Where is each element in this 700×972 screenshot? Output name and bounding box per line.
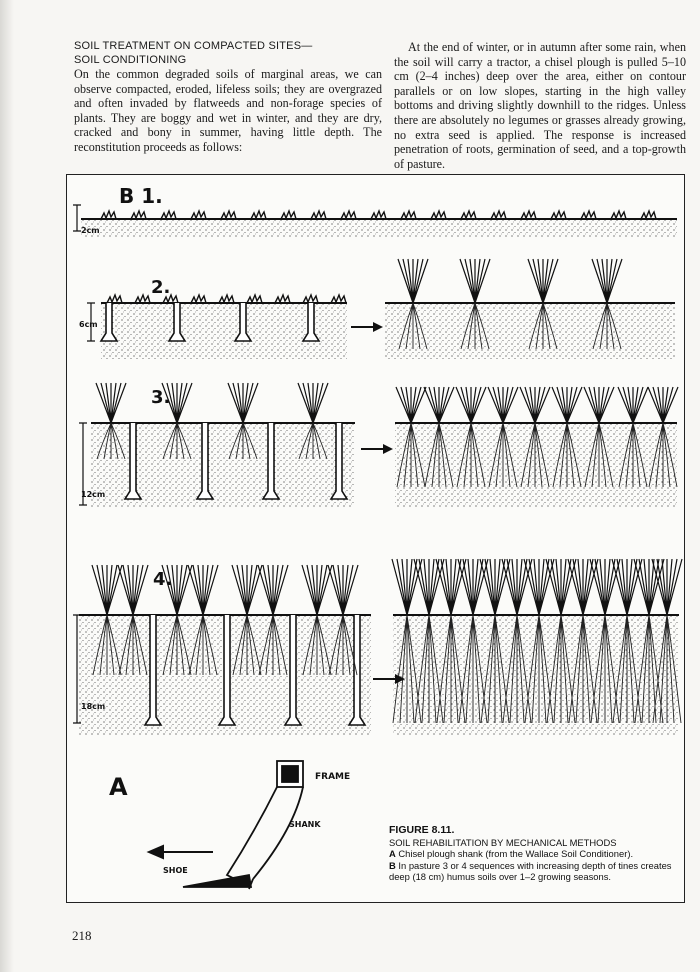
caption-item-a bbox=[389, 848, 679, 860]
pasture-plant bbox=[188, 565, 218, 615]
pasture-plant bbox=[392, 559, 422, 615]
grass-tuft bbox=[191, 211, 206, 219]
pasture-plant bbox=[398, 259, 428, 303]
caption-subtitle: SOIL REHABILITATION BY MECHANICAL METHODS bbox=[389, 836, 617, 848]
grass-tuft bbox=[251, 211, 266, 219]
pasture-plant bbox=[524, 559, 554, 615]
pasture-plant bbox=[424, 387, 454, 423]
pasture-plant bbox=[456, 387, 486, 423]
heading-line-1: SOIL TREATMENT ON COMPACTED SITES— bbox=[74, 40, 313, 52]
direction-arrow bbox=[149, 846, 213, 858]
arrow-head bbox=[383, 444, 393, 454]
grass-tuft bbox=[303, 295, 318, 303]
grass-tuft bbox=[131, 211, 146, 219]
heading-line-2: SOIL CONDITIONING bbox=[74, 53, 187, 66]
figure-8-11 bbox=[66, 174, 685, 903]
pasture-plant bbox=[92, 565, 122, 615]
soil-panel bbox=[385, 303, 675, 359]
depth-label-18cm: 18cm bbox=[81, 702, 106, 711]
grass-tuft bbox=[247, 295, 262, 303]
grass-tuft bbox=[281, 211, 296, 219]
pasture-plant bbox=[328, 565, 358, 615]
grass-tuft bbox=[641, 211, 656, 219]
depth-label-2cm: 2cm bbox=[81, 226, 100, 235]
grass-tuft bbox=[521, 211, 536, 219]
caption-key-b: B bbox=[389, 859, 396, 871]
pasture-plant bbox=[520, 387, 550, 423]
caption-text-b: In pasture 3 or 4 sequences with increasing depth of tines creates deep (18 cm) humus soils over 1–2 growing seasons. bbox=[389, 859, 672, 883]
label-shoe: SHOE bbox=[163, 866, 188, 875]
label-step-2: 2. bbox=[151, 277, 171, 298]
label-b1: B 1. bbox=[119, 184, 163, 208]
pasture-plant bbox=[590, 559, 620, 615]
pasture-plant bbox=[414, 559, 444, 615]
book-spine-shadow bbox=[0, 0, 14, 972]
grass-tuft bbox=[219, 295, 234, 303]
pasture-plant bbox=[436, 559, 466, 615]
label-step-4: 4. bbox=[153, 569, 173, 590]
depth-bracket bbox=[73, 205, 81, 231]
label-shank: SHANK bbox=[289, 820, 321, 829]
pasture-plant bbox=[648, 387, 678, 423]
grass-tuft bbox=[161, 211, 176, 219]
pasture-plant bbox=[546, 559, 576, 615]
page-number: 218 bbox=[72, 928, 92, 943]
pasture-plant bbox=[396, 387, 426, 423]
caption-key-a: A bbox=[389, 848, 396, 860]
grass-tuft bbox=[311, 211, 326, 219]
pasture-plant bbox=[568, 559, 598, 615]
pasture-plant bbox=[118, 565, 148, 615]
pasture-plant bbox=[592, 259, 622, 303]
caption-title: FIGURE 8.11. bbox=[389, 824, 455, 836]
pasture-plant bbox=[552, 387, 582, 423]
pasture-plant bbox=[480, 559, 510, 615]
label-frame: FRAME bbox=[315, 772, 351, 782]
right-text-column bbox=[394, 40, 686, 171]
grass-tuft bbox=[461, 211, 476, 219]
pasture-plant bbox=[618, 387, 648, 423]
grass-tuft bbox=[331, 295, 346, 303]
section-heading bbox=[74, 40, 382, 67]
grass-tuft bbox=[431, 211, 446, 219]
grass-tuft bbox=[491, 211, 506, 219]
depth-label-12cm: 12cm bbox=[81, 490, 106, 499]
caption-item-b bbox=[389, 860, 679, 883]
soil-diagram bbox=[67, 175, 686, 904]
right-paragraph: At the end of winter, or in autumn after some rain, when the soil will carry a tractor, a chisel plough is pulled 5–10 cm (2–4 inches) deep over the area, either on contour parallels or on low slopes, starting in the high valley bottoms and driving slightly downhill to the ridges. Unless there are absolutely no legumes or grasses already growing, no extra seed is applied. The response is increased penetration of roots, germination of seed, and a top-growth of pasture. bbox=[394, 40, 686, 171]
grass-tuft bbox=[581, 211, 596, 219]
grass-tuft bbox=[341, 211, 356, 219]
arrow-head bbox=[373, 322, 383, 332]
grass-tuft bbox=[107, 295, 122, 303]
grass-tuft bbox=[191, 295, 206, 303]
pasture-plant bbox=[302, 565, 332, 615]
pasture-plant bbox=[612, 559, 642, 615]
pasture-plant bbox=[528, 259, 558, 303]
grass-tuft bbox=[551, 211, 566, 219]
depth-label-6cm: 6cm bbox=[79, 320, 98, 329]
label-step-3: 3. bbox=[151, 387, 171, 408]
caption-text-a: Chisel plough shank (from the Wallace Soil Conditioner). bbox=[398, 848, 634, 860]
grass-tuft bbox=[101, 211, 116, 219]
chisel-plough-shank-drawing bbox=[183, 761, 303, 889]
soil-panel bbox=[81, 219, 677, 237]
grass-tuft bbox=[221, 211, 236, 219]
pasture-plant bbox=[228, 383, 258, 423]
pasture-plant bbox=[232, 565, 262, 615]
grass-tuft bbox=[135, 295, 150, 303]
pasture-plant bbox=[298, 383, 328, 423]
pasture-plant bbox=[96, 383, 126, 423]
grass-tuft bbox=[611, 211, 626, 219]
pasture-plant bbox=[458, 559, 488, 615]
grass-tuft bbox=[401, 211, 416, 219]
grass-tuft bbox=[371, 211, 386, 219]
pasture-plant bbox=[584, 387, 614, 423]
left-text-column bbox=[74, 40, 382, 155]
pasture-plant bbox=[488, 387, 518, 423]
left-paragraph: On the common degraded soils of marginal areas, we can observe compacted, eroded, lifeless soils; they are overgrazed and often invaded by flatweeds and non-forage species of plants. They are boggy and wet in winter, and they are dry, cracked and bony in summer, having little depth. The reconstitution proceeds as follows: bbox=[74, 67, 382, 154]
label-a: A bbox=[109, 773, 128, 801]
grass-tuft bbox=[275, 295, 290, 303]
pasture-plant bbox=[460, 259, 490, 303]
pasture-plant bbox=[258, 565, 288, 615]
figure-caption bbox=[389, 825, 679, 883]
pasture-plant bbox=[502, 559, 532, 615]
